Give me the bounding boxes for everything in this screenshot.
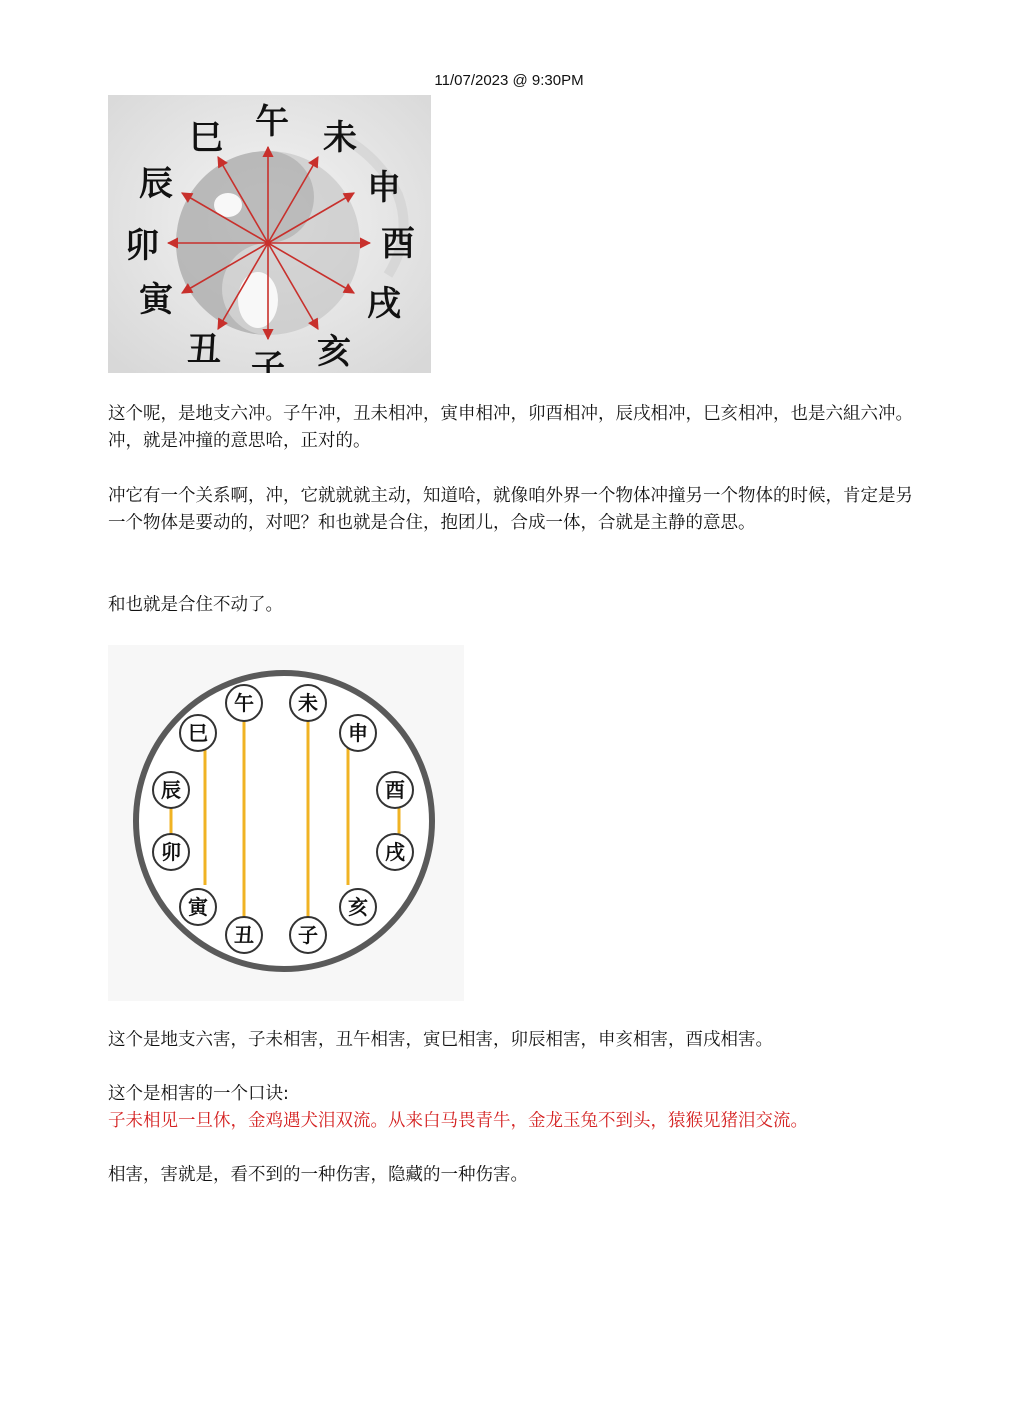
harm-branch-hai: 亥 [348, 895, 368, 919]
harm-branch-chou: 丑 [234, 923, 254, 947]
branch-wei: 未 [323, 118, 357, 158]
harm-branch-si: 巳 [188, 721, 208, 745]
branch-yin: 寅 [139, 280, 173, 320]
six-harm-diagram [108, 645, 464, 1001]
branch-xu: 戌 [367, 284, 401, 324]
branch-mao: 卯 [125, 226, 159, 266]
harm-branch-chen: 辰 [161, 778, 181, 802]
paragraph-six-harm: 这个是地支六害，子未相害，丑午相害，寅巳相害，卯辰相害，申亥相害，酉戌相害。 [108, 1030, 773, 1050]
paragraph-six-clash: 这个呢，是地支六冲。子午冲，丑未相冲，寅申相冲，卯酉相冲，辰戌相冲，巳亥相冲，也是六組六冲。冲，就是冲撞的意思哈，正对的。 [108, 404, 913, 451]
paragraph-clash-explanation: 冲它有一个关系啊，冲，它就就就主动，知道哈，就像咱外界一个物体冲撞另一个物体的时候，肯定是另一个物体是要动的，对吧？和也就是合住，抱团儿，合成一体，合就是主静的意思。 [108, 486, 913, 533]
branch-you: 酉 [381, 224, 415, 264]
paragraph-harm-rhyme: 子未相见一旦休，金鸡遇犬泪双流。从来白马畏青牛，金龙玉兔不到头，猿猴见猪泪交流。 [108, 1111, 808, 1131]
harm-branch-wei: 未 [298, 691, 318, 715]
branch-si: 巳 [189, 118, 223, 158]
branch-chou: 丑 [187, 330, 221, 370]
branch-zi: 子 [251, 348, 285, 373]
harm-branch-wu: 午 [234, 691, 254, 715]
harm-branch-yin: 寅 [188, 895, 208, 919]
harm-branch-mao: 卯 [161, 840, 181, 864]
harm-branch-you: 酉 [385, 778, 405, 802]
six-clash-diagram [108, 95, 431, 373]
branch-hai: 亥 [317, 332, 351, 372]
harm-branch-zi: 子 [298, 923, 318, 947]
branch-wu: 午 [255, 102, 289, 142]
paragraph-combine: 和也就是合住不动了。 [108, 595, 283, 615]
outer-ring [136, 673, 432, 969]
harm-branch-shen: 申 [348, 721, 368, 745]
harm-branch-xu: 戌 [385, 840, 405, 864]
paragraph-harm-rhyme-intro: 这个是相害的一个口诀: [108, 1084, 289, 1104]
paragraph-harm-explanation: 相害，害就是，看不到的一种伤害，隐藏的一种伤害。 [108, 1165, 528, 1185]
branch-shen: 申 [367, 168, 401, 208]
page-timestamp: 11/07/2023 @ 9:30PM [434, 72, 584, 89]
branch-chen: 辰 [139, 164, 173, 204]
